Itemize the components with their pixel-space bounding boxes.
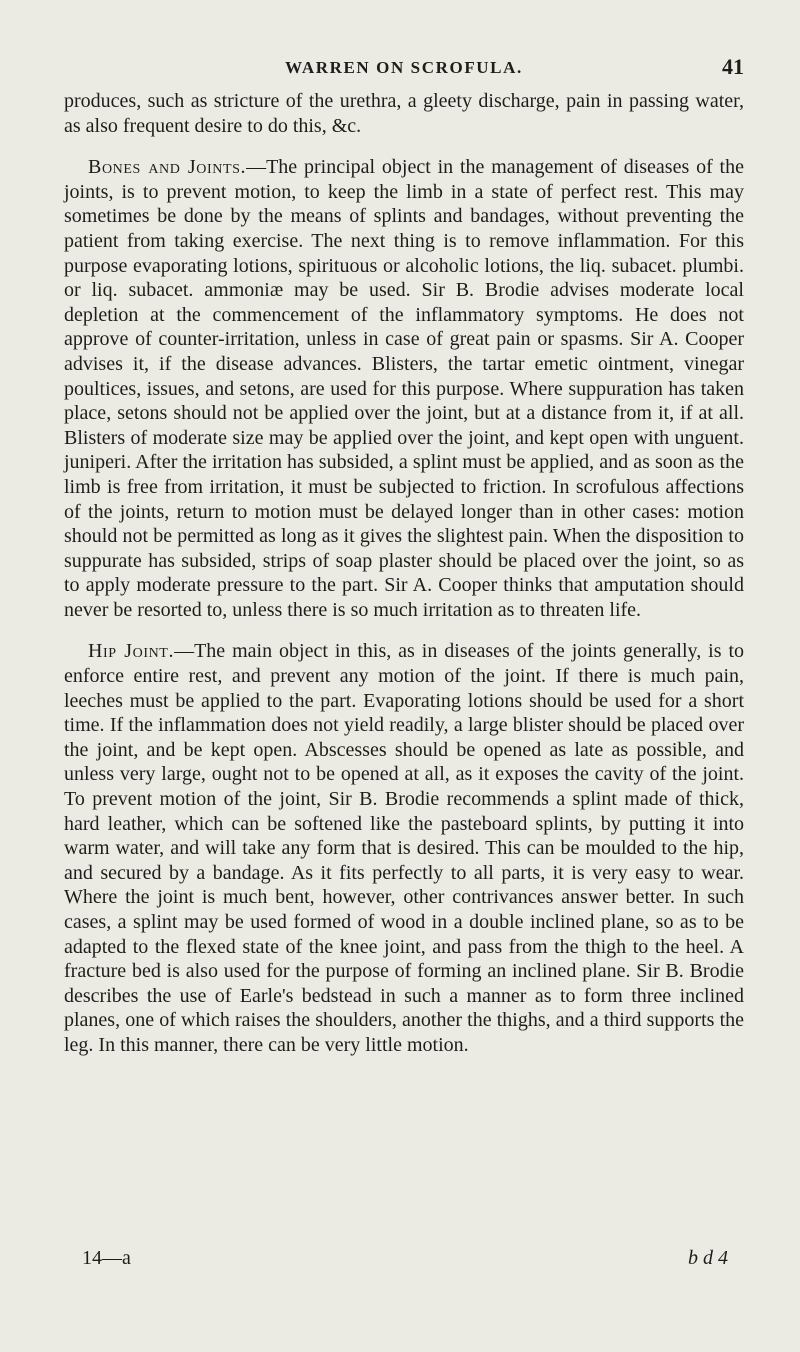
signature-mark-right: b d 4 (688, 1247, 728, 1269)
signature-mark: 14—a (82, 1247, 131, 1269)
page-number: 41 (722, 54, 744, 79)
paragraph-text: produces, such as stricture of the urethra, a gleety discharge, pain in passing water, as also frequent desire to do this, &c. (64, 90, 744, 137)
section-heading: Bones and Joints. (88, 156, 247, 179)
paragraph-text: —The main object in this, as in diseases of the joints generally, is to enforce entire rest, and prevent any motion of the joint. If there is much pain, leeches must be applied to the part. Evaporating lotions should be used for a short time. If the inflammation does not yield readily, a large blister should be placed over the joint, and be kept open. Abscesses should be opened as late as possible, and unless very large, ought not to be opened at all, as it exposes the cavity of the joint. To prevent motion of the joint, Sir B. Brodie recommends a splint made of thick, hard leather, which can be softened like the pasteboard splints, by putting it into warm water, and will take any form that is desired. This can be moulded to the hip, and secured by a bandage. As it fits perfectly to all parts, it is very easy to wear. Where the joint is much bent, however, other contrivances answer better. In such cases, a splint may be used formed of wood in a double inclined plane, so as to be adapted to the flexed state of the knee joint, and pass from the thigh to the heel. A fracture bed is also used for the purpose of forming an inclined plane. Sir B. Brodie describes the use of Earle's bedstead in such a manner as to form three inclined planes, one of which raises the shoulders, another the thighs, and a third supports the leg. In this manner, there can be very little motion. (64, 640, 745, 1056)
running-head (64, 56, 744, 86)
body-text (64, 89, 744, 1058)
paragraph-continuation (64, 89, 744, 138)
running-title: WARREN ON SCROFULA. (285, 58, 523, 77)
page-footer (82, 1247, 728, 1275)
paragraph-text: —The principal object in the management of diseases of the joints, is to prevent motion, to keep the limb in a state of perfect rest. This may sometimes be done by the means of splints and bandages, without preventing the patient from taking exercise. The next thing is to remove inflammation. For this purpose evaporating lotions, spirituous or alcoholic lotions, the liq. subacet. plumbi. or liq. subacet. ammoniæ may be used. Sir B. Brodie advises moderate local depletion at the commencement of the inflammatory symptoms. He does not approve of counter-irritation, unless in case of great pain or spasms. Sir A. Cooper advises it, if the disease advances. Blisters, the tartar emetic ointment, vinegar poultices, issues, and setons, are used for this purpose. Where suppuration has taken place, setons should not be applied over the joint, but at a distance from it, if at all. Blisters of moderate size may be applied over the joint, and kept open with unguent. juniperi. After the irritation has subsided, a splint must be applied, and as soon as the limb is free from irritation, it must be subjected to friction. In scrofulous affections of the joints, return to motion must be delayed longer than in other cases: motion should not be permitted as long as it gives the slightest pain. When the disposition to suppurate has subsided, strips of soap plaster should be placed over the joint, so as to apply moderate pressure to the part. Sir A. Cooper thinks that amputation should never be resorted to, unless there is so much irritation as to threaten life. (64, 156, 744, 621)
paragraph-hip-joint (64, 639, 744, 1057)
section-heading: Hip Joint. (88, 640, 175, 663)
paragraph-bones-and-joints (64, 155, 744, 622)
